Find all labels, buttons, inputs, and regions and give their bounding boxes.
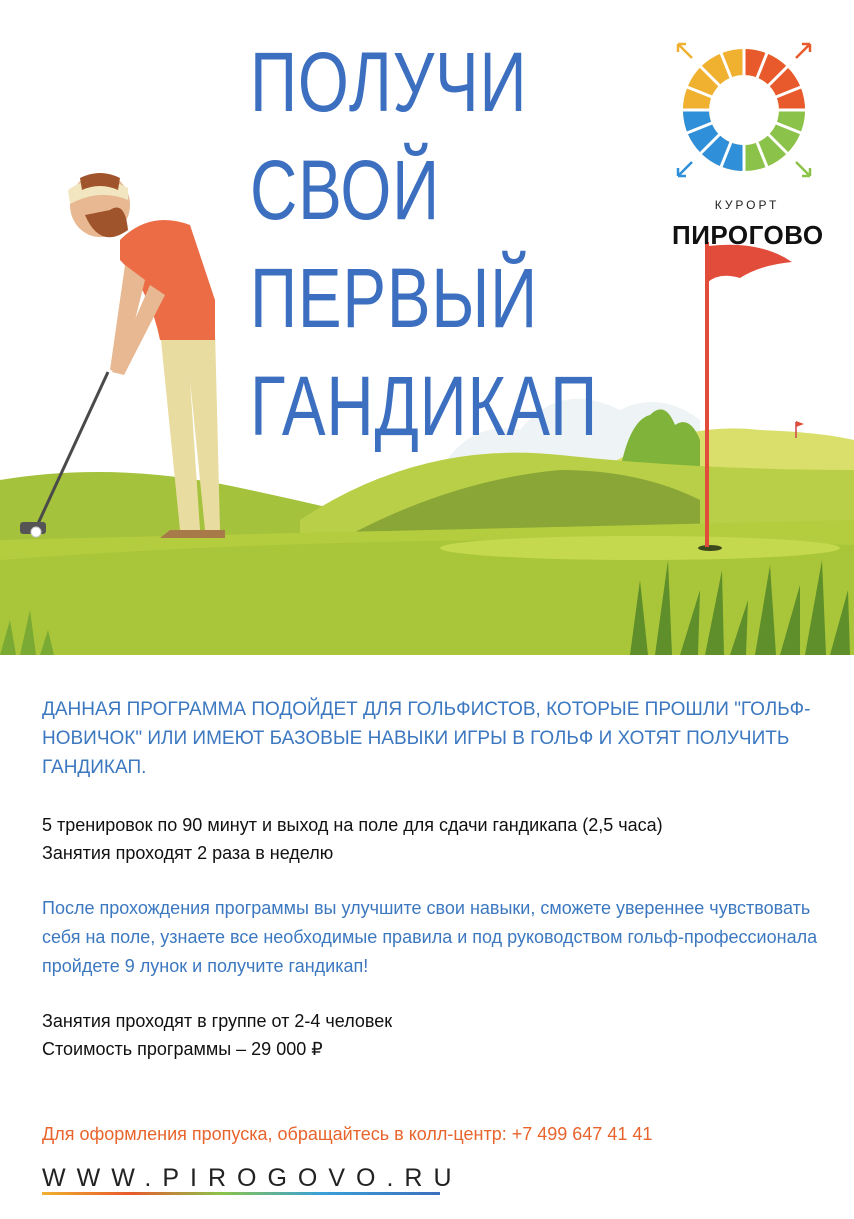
pirogovo-logo [672, 38, 824, 250]
website-link[interactable]: WWW.PIROGOVO.RU [42, 1164, 463, 1192]
program-description [42, 695, 832, 1148]
website-underline [42, 1192, 440, 1195]
headline-line-1: ПОЛУЧИ [250, 35, 528, 129]
headline-line-3: ПЕРВЫЙ [250, 251, 538, 345]
schedule-line-1: 5 тренировок по 90 минут и выход на поле для сдачи гандикапа (2,5 часа) [42, 815, 663, 835]
headline-line-4: ГАНДИКАП [250, 359, 599, 453]
contact-info: Для оформления пропуска, обращайтесь в колл-центр: +7 499 647 41 41 [42, 1124, 653, 1144]
intro-text: ДАННАЯ ПРОГРАММА ПОДОЙДЕТ ДЛЯ ГОЛЬФИСТОВ, КОТОРЫЕ ПРОШЛИ "ГОЛЬФ-НОВИЧОК" ИЛИ ИМЕЮТ БАЗОВЫЕ НАВЫКИ ИГРЫ В ГОЛЬФ И ХОТЯТ ПОЛУЧИТЬ ГАНДИКАП. [42, 699, 811, 778]
group-size: Занятия проходят в группе от 2-4 человек [42, 1011, 393, 1031]
logo-title: ПИРОГОВО [672, 220, 824, 250]
logo-subtitle: КУРОРТ [714, 198, 780, 212]
schedule-line-2: Занятия проходят 2 раза в неделю [42, 843, 334, 863]
program-price: Стоимость программы – 29 000 ₽ [42, 1039, 323, 1059]
headline-line-2: СВОЙ [250, 143, 441, 237]
benefits-text: После прохождения программы вы улучшите свои навыки, сможете увереннее чувствовать себя на поле, узнаете все необходимые правила и под руководством гольф-профессионала пройдете 9 лунок и получите гандикап! [42, 898, 818, 976]
logo-ring-icon [672, 38, 822, 198]
